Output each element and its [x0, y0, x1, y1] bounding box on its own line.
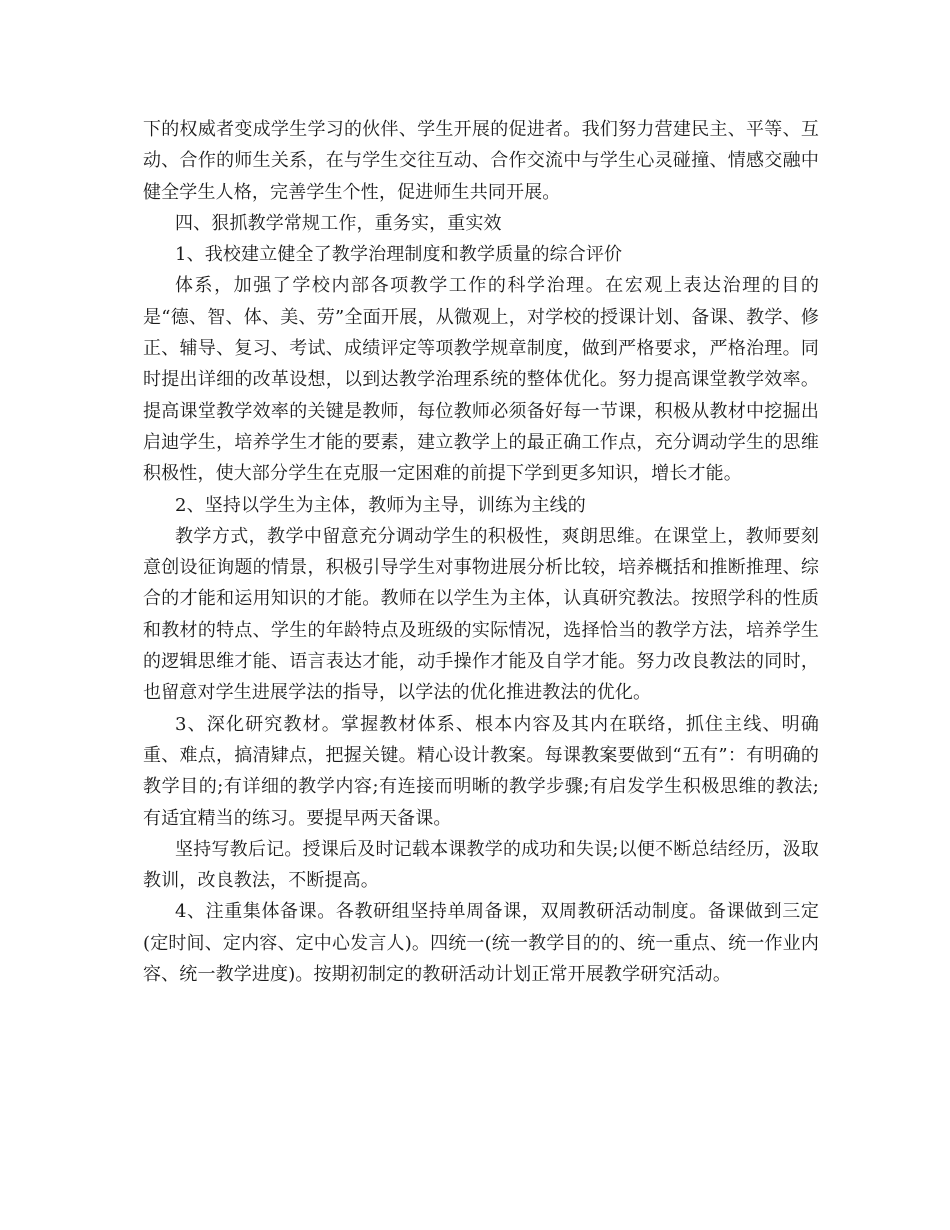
paragraph-item-1-body: 体系，加强了学校内部各项教学工作的科学治理。在宏观上表达治理的目的是“德、智、体、美、劳”全面开展，从微观上，对学校的授课计划、备课、教学、修正、辅导、复习、考试、成绩评定等项教学规章制度，做到严格要求，严格治理。同时提出详细的改革设想，以到达教学治理系统的整体优化。努力提高课堂教学效率。提高课堂教学效率的关键是教师，每位教师必须备好每一节课，积极从教材中挖掘出启迪学生，培养学生才能的要素，建立教学上的最正确工作点，充分调动学生的思维积极性，使大部分学生在克服一定困难的前提下学到更多知识，增长才能。	[143, 275, 819, 485]
paragraph-teacher-role: 下的权威者变成学生学习的伙伴、学生开展的促进者。我们努力营建民主、平等、互动、合作的师生关系，在与学生交往互动、合作交流中与学生心灵碰撞、情感交融中健全学生人格，完善学生个性，促进师生共同开展。	[143, 119, 819, 203]
paragraph-item-2-heading: 2、坚持以学生为主体，教师为主导，训练为主线的	[175, 494, 586, 516]
paragraph-post-lesson-notes: 坚持写教后记。授课后及时记载本课教学的成功和失误;以便不断总结经历，汲取教训，改良教法，不断提高。	[143, 838, 819, 892]
paragraph-item-1-heading: 1、我校建立健全了教学治理制度和教学质量的综合评价	[175, 244, 623, 266]
document-body	[143, 114, 819, 990]
section-heading-teaching-routine: 四、狠抓教学常规工作，重务实，重实效	[175, 212, 502, 234]
paragraph-item-4: 4、注重集体备课。各教研组坚持单周备课，双周教研活动制度。备课做到三定(定时间、定内容、定中心发言人)。四统一(统一教学目的的、统一重点、统一作业内容、统一教学进度)。按期初制定的教研活动计划正常开展教学研究活动。	[143, 901, 819, 986]
paragraph-item-3: 3、深化研究教材。掌握教材体系、根本内容及其内在联络，抓住主线、明确重、难点，搞清肄点，把握关键。精心设计教案。每课教案要做到“五有”：有明确的教学目的;有详细的教学内容;有连接而明晰的教学步骤;有启发学生积极思维的教法;有适宜精当的练习。要提早两天备课。	[143, 713, 819, 829]
paragraph-item-2-body: 教学方式，教学中留意充分调动学生的积极性，爽朗思维。在课堂上，教师要刻意创设征询题的情景，积极引导学生对事物进展分析比较，培养概括和推断推理、综合的才能和运用知识的才能。教师在以学生为主体，认真研究教法。按照学科的性质和教材的特点、学生的年龄特点及班级的实际情况，选择恰当的教学方法，培养学生的逻辑思维才能、语言表达才能，动手操作才能及自学才能。努力改良教法的同时，也留意对学生进展学法的指导，以学法的优化推进教法的优化。	[143, 525, 819, 704]
